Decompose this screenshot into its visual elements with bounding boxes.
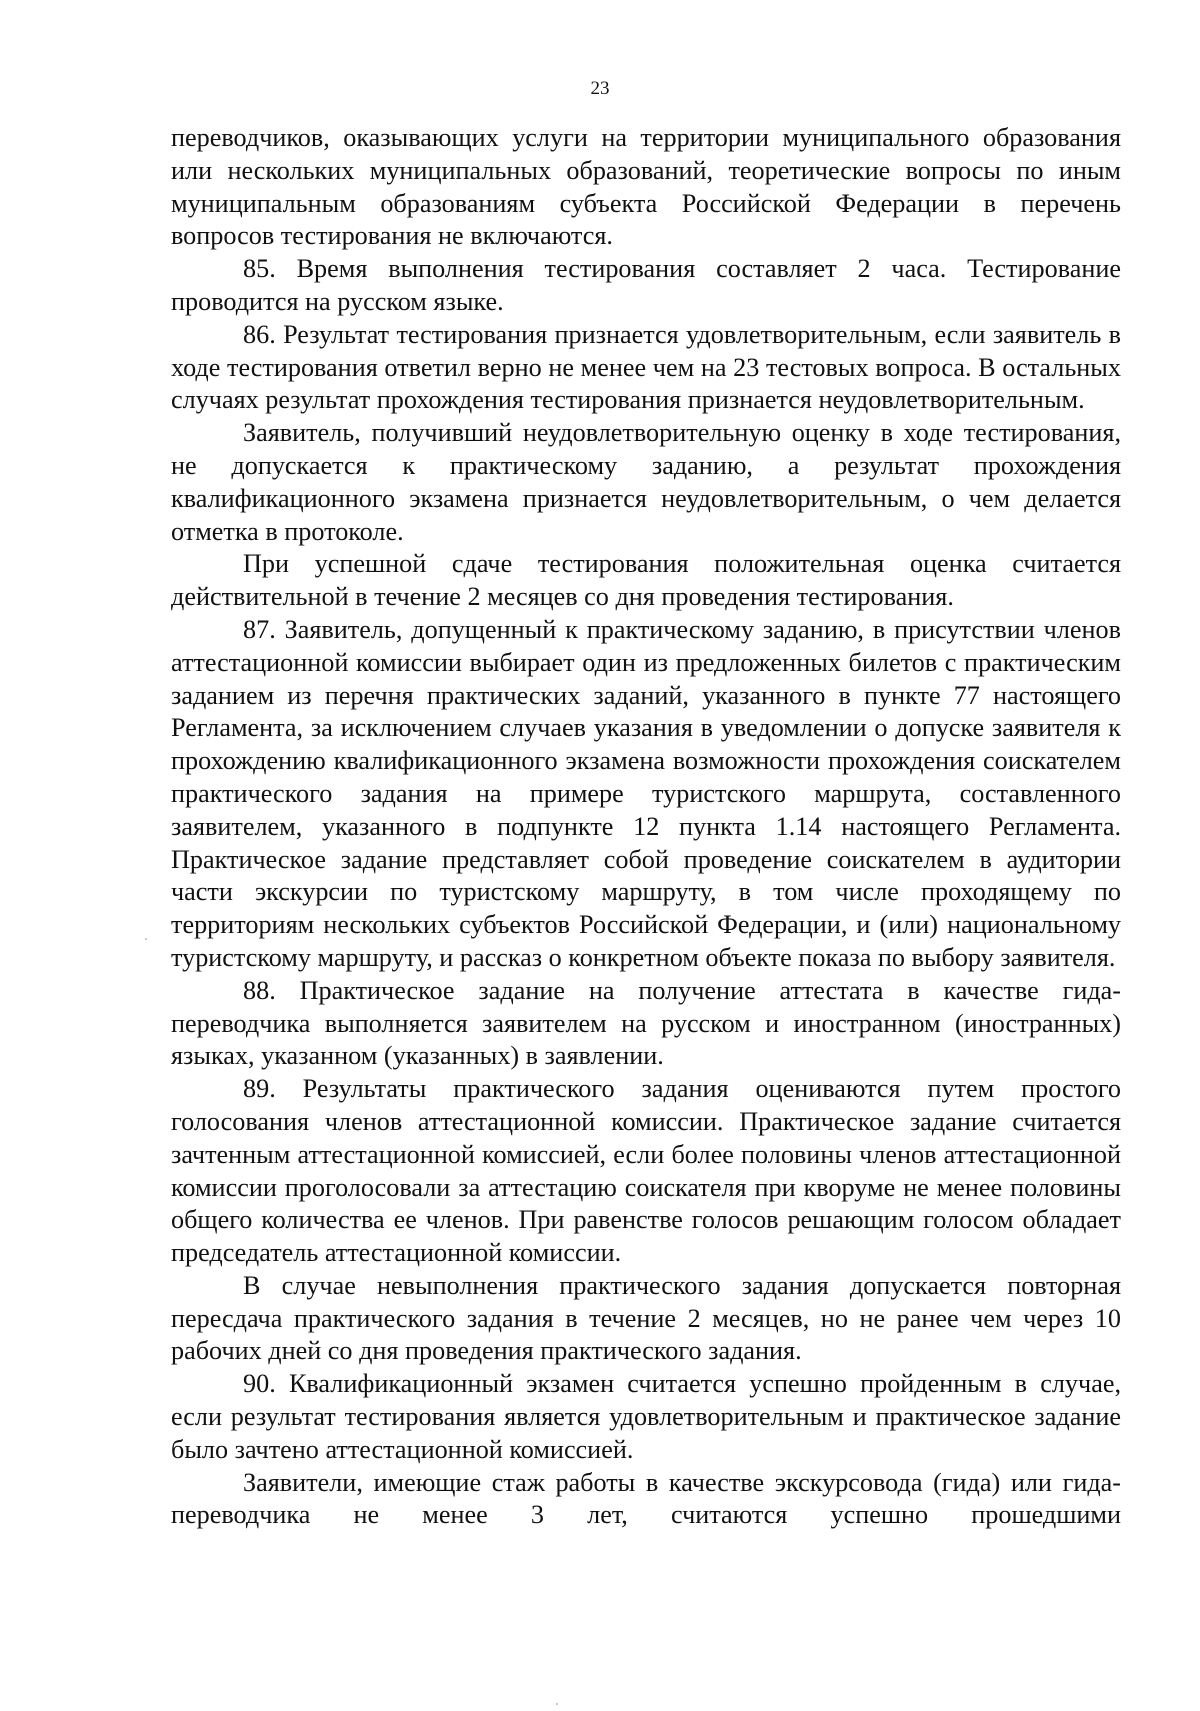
- paragraph-88: 88. Практическое задание на получение аттестата в качестве гида-переводчика выполняется заявителем на русском и иностранном (иностранных) языках, указанном (указанных) в заявлении.: [171, 975, 1121, 1071]
- scan-artifact: [145, 938, 147, 940]
- paragraph-87: 87. Заявитель, допущенный к практическому заданию, в присутствии членов аттестационной комиссии выбирает один из предложенных билетов с практическим заданием из перечня практических заданий, указанного в пункте 77 настоящего Регламента, за исключением случаев указания в уведомлении о допуске заявителя к прохождению квалификационного экзамена возможности прохождения соискателем практического задания на примере туристского маршрута, составленного заявителем, указанного в подпункте 12 пункта 1.14 настоящего Регламента. Практическое задание представляет собой проведение соискателем в аудитории части экскурсии по туристскому маршруту, в том числе проходящему по территориям нескольких субъектов Российской Федерации, и (или) национальному туристскому маршруту, и рассказ о конкретном объекте показа по выбору заявителя.: [171, 614, 1121, 972]
- paragraph-90: 90. Квалификационный экзамен считается успешно пройденным в случае, если результат тестирования является удовлетворительным и практическое задание было зачтено аттестационной комиссией.: [171, 1369, 1121, 1464]
- paragraph-applicant-failed: Заявитель, получивший неудовлетворительную оценку в ходе тестирования, не допускается к практическому заданию, а результат прохождения квалификационного экзамена признается неудовлетворительным, о чем делается отметка в протоколе.: [171, 418, 1121, 546]
- paragraph-85: 85. Время выполнения тестирования составляет 2 часа. Тестирование проводится на русском языке.: [171, 254, 1121, 316]
- paragraph-89: 89. Результаты практического задания оцениваются путем простого голосования членов аттестационной комиссии. Практическое задание считается зачтенным аттестационной комиссией, если более половины членов аттестационной комиссии проголосовали за аттестацию соискателя при кворуме не менее половины общего количества ее членов. При равенстве голосов решающим голосом обладает председатель аттестационной комиссии.: [171, 1074, 1121, 1268]
- paragraph-continuation: переводчиков, оказывающих услуги на территории муниципального образования или нескольких муниципальных образований, теоретические вопросы по иным муниципальным образованиям субъекта Российской Федерации в перечень вопросов тестирования не включаются.: [171, 123, 1121, 251]
- paragraph-86: 86. Результат тестирования признается удовлетворительным, если заявитель в ходе тестирования ответил верно не менее чем на 23 тестовых вопроса. В остальных случаях результат прохождения тестирования признается неудовлетворительным.: [171, 319, 1121, 415]
- scan-artifact: [556, 1703, 558, 1705]
- paragraph-experienced-applicants: Заявители, имеющие стаж работы в качестве экскурсовода (гида) или гида-переводчика не менее 3 лет, считаются успешно прошедшими: [171, 1467, 1121, 1530]
- paragraph-positive-result: При успешной сдаче тестирования положительная оценка считается действительной в течение 2 месяцев со дня проведения тестирования.: [171, 549, 1121, 612]
- page-number: 23: [590, 78, 610, 99]
- document-body: [171, 122, 1121, 1532]
- paragraph-retake: В случае невыполнения практического задания допускается повторная пересдача практического задания в течение 2 месяцев, но не ранее чем через 10 рабочих дней со дня проведения практического задания.: [171, 1270, 1121, 1366]
